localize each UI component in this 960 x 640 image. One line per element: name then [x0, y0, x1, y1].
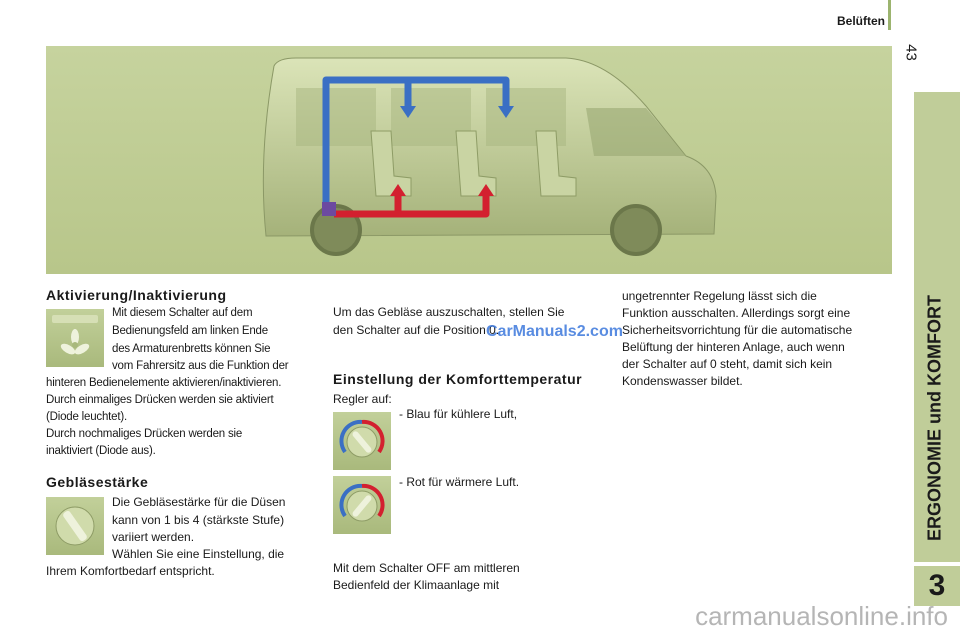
side-tab-title: ERGONOMIE und KOMFORT	[924, 295, 945, 541]
temp-knob-blue-image	[333, 412, 391, 470]
paragraph-line: Durch nochmaliges Drücken werden sie	[46, 428, 243, 440]
van-window	[296, 88, 376, 146]
fan-speed-knob-image	[46, 497, 104, 555]
paragraph-line: inaktiviert (Diode aus).	[46, 445, 156, 457]
paragraph-line: Mit dem Schalter OFF am mittleren	[333, 561, 520, 575]
paragraph-line: variiert werden.	[112, 530, 195, 544]
red-air-label: - Rot für wärmere Luft.	[399, 475, 520, 489]
van-front-wheel	[612, 206, 660, 254]
van-windshield	[586, 108, 686, 156]
knob-icon	[333, 412, 391, 470]
paragraph-line: Durch einmaliges Drücken werden sie aktiviert	[46, 394, 274, 406]
paragraph-line: Die Gebläsestärke für die Düsen	[112, 495, 286, 509]
paragraph-line: kann von 1 bis 4 (stärkste Stufe)	[112, 513, 285, 527]
chapter-number: 3	[914, 566, 960, 606]
paragraph-line: der Schalter auf 0 steht, damit sich kein	[622, 357, 833, 371]
van-ventilation-illustration	[46, 46, 892, 274]
heading-activation: Aktivierung/Inaktivierung	[46, 287, 227, 303]
heading-temperature: Einstellung der Komforttemperatur	[333, 371, 583, 387]
header-rule	[888, 0, 891, 30]
paragraph-line: ungetrennter Regelung lässt sich die	[622, 289, 817, 303]
paragraph-line: den Schalter auf die Position 0.	[333, 323, 500, 337]
paragraph-line: Bedienungsfeld am linken Ende	[112, 325, 268, 337]
paragraph-line: hinteren Bedienelemente aktivieren/inaktivieren.	[46, 377, 282, 389]
regler-label: Regler auf:	[333, 392, 392, 406]
page-number: 43	[902, 44, 920, 61]
knob-icon	[333, 476, 391, 534]
knob-icon	[46, 497, 104, 555]
paragraph-line: (Diode leuchtet).	[46, 411, 127, 423]
paragraph-line: Um das Gebläse auszuschalten, stellen Sie	[333, 305, 565, 319]
blue-air-label: - Blau für kühlere Luft,	[399, 407, 518, 421]
paragraph-line: Belüftung der hinteren Anlage, auch wenn	[622, 340, 845, 354]
paragraph-line: Mit diesem Schalter auf dem	[112, 307, 253, 319]
paragraph-line: Ihrem Komfortbedarf entspricht.	[46, 564, 215, 578]
paragraph-line: des Armaturenbretts können Sie	[112, 343, 271, 355]
paragraph-line: Bedienfeld der Klimaanlage mit	[333, 578, 500, 592]
paragraph-line: Kondenswasser bildet.	[622, 374, 743, 388]
watermark-center: CarManuals2.com	[486, 323, 623, 340]
fan-icon	[46, 309, 104, 367]
paragraph-line: Funktion ausschalten. Allerdings sorgt eine	[622, 306, 851, 320]
heading-fan-speed: Gebläsestärke	[46, 474, 149, 490]
paragraph-line: vom Fahrersitz aus die Funktion der	[112, 360, 289, 372]
section-header: Belüften	[837, 14, 885, 28]
temp-knob-red-image	[333, 476, 391, 534]
fan-switch-image	[46, 309, 104, 367]
paragraph-line: Wählen Sie eine Einstellung, die	[112, 547, 285, 561]
paragraph-line: Sicherheitsvorrichtung für die automatische	[622, 323, 853, 337]
van-svg	[46, 46, 892, 274]
watermark-footer: carmanualsonline.info	[695, 601, 948, 631]
air-unit-icon	[322, 202, 336, 216]
